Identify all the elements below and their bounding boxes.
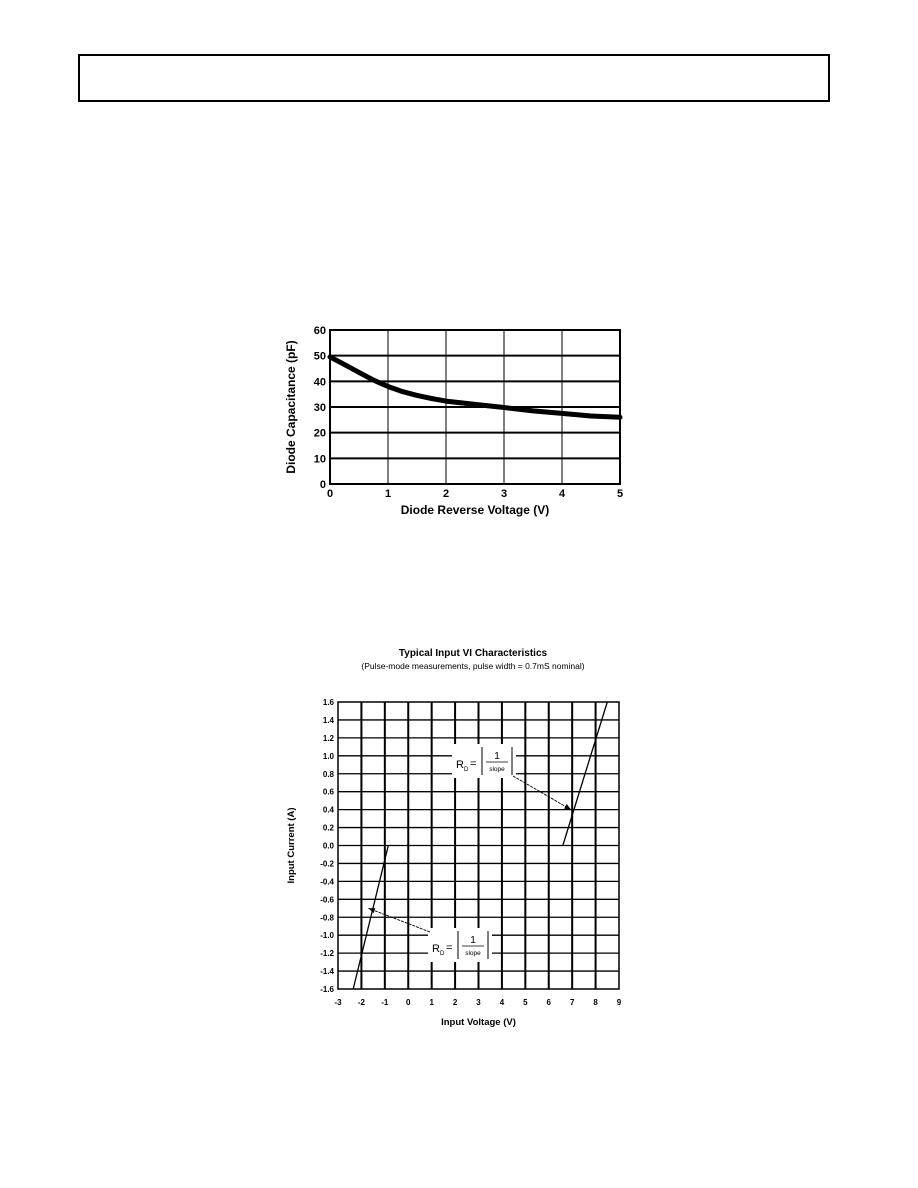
c2-ytick-label: 1.6 [322,698,334,707]
c2-xtick-label: -3 [334,998,342,1007]
c2-xtick-label: 9 [616,998,622,1007]
c2-ytick-label: -0.6 [320,895,334,905]
c1-xtick-label: 4 [558,488,566,500]
c2-subtitle: (Pulse-mode measurements, pulse width = 0.7mS nominal) [361,661,585,671]
c2-ytick-label: -0.2 [320,859,334,869]
c2-annotation-symbol: R [456,759,464,771]
c1-xtick-label: 3 [500,488,508,500]
c2-annotation-equals: = [470,758,477,770]
c1-ytick-label: 40 [313,376,326,389]
c1-xtick-label: 1 [384,488,392,500]
c2-xtick-label: 3 [476,998,481,1007]
c1-ytick-label: 30 [313,402,326,414]
c1-xtick-label: 2 [442,488,450,500]
c1-xtick-label: 0 [326,488,334,500]
c1-ytick-label: 20 [313,427,326,440]
c2-xtick-label: 7 [569,998,575,1007]
c2-ytick-label: 0.0 [322,841,334,851]
c2-xtick-label: 2 [452,998,458,1007]
c1-x-axis-title: Diode Reverse Voltage (V) [400,503,550,517]
c2-title: Typical Input VI Characteristics [398,648,548,659]
c2-annotation-subscript: D [440,951,445,957]
c2-ytick-label: -1.6 [320,985,334,994]
c2-annotation-equals: = [446,942,453,954]
c2-annotation-arrowhead [564,804,571,810]
c2-ytick-label: -1.0 [320,931,334,941]
c2-x-axis-title: Input Voltage (V) [441,1017,516,1028]
c1-ytick-label: 60 [313,325,326,337]
c2-annotation-numerator: 1 [470,935,476,946]
c2-xtick-label: 4 [499,998,505,1007]
c1-ytick-label: 10 [313,453,326,466]
c2-ytick-label: -1.2 [320,949,334,959]
c2-ytick-label: 0.2 [322,823,334,833]
c1-xtick-label: 5 [616,488,624,500]
c2-annotation-subscript: D [464,767,469,773]
c2-xtick-label: 1 [429,998,434,1007]
c2-annotation-numerator: 1 [494,751,500,762]
c1-ytick-label: 0 [319,479,326,491]
c2-xtick-label: -1 [381,998,389,1007]
c2-ytick-label: -1.4 [320,967,334,977]
c2-ytick-label: 0.6 [322,787,334,797]
c2-ytick-label: 0.4 [322,805,334,815]
c2-ytick-label: -0.8 [320,913,334,923]
c1-y-axis-title: Diode Capacitance (pF) [284,340,298,474]
c2-xtick-label: -2 [357,998,365,1007]
c2-ytick-label: 1.0 [322,751,334,761]
c2-annotation-denominator: slope [489,766,505,773]
c2-annotation-leader [368,908,430,932]
c2-ytick-label: -0.4 [320,877,334,887]
c1-capacitance-line [330,357,620,417]
c2-ytick-label: 1.2 [322,733,334,743]
c2-annotation-leader [513,776,571,810]
c2-xtick-label: 5 [523,998,528,1007]
c2-xtick-label: 0 [406,998,411,1007]
c2-annotation-symbol: R [432,943,440,955]
c2-annotation-denominator: slope [465,950,481,957]
c2-xtick-label: 6 [546,998,551,1007]
c2-ytick-label: 0.8 [322,769,334,779]
c2-xtick-label: 8 [593,998,598,1007]
c2-ytick-label: 1.4 [322,715,334,725]
c2-y-axis-title: Input Current (A) [286,807,297,884]
c1-ytick-label: 50 [313,350,326,363]
